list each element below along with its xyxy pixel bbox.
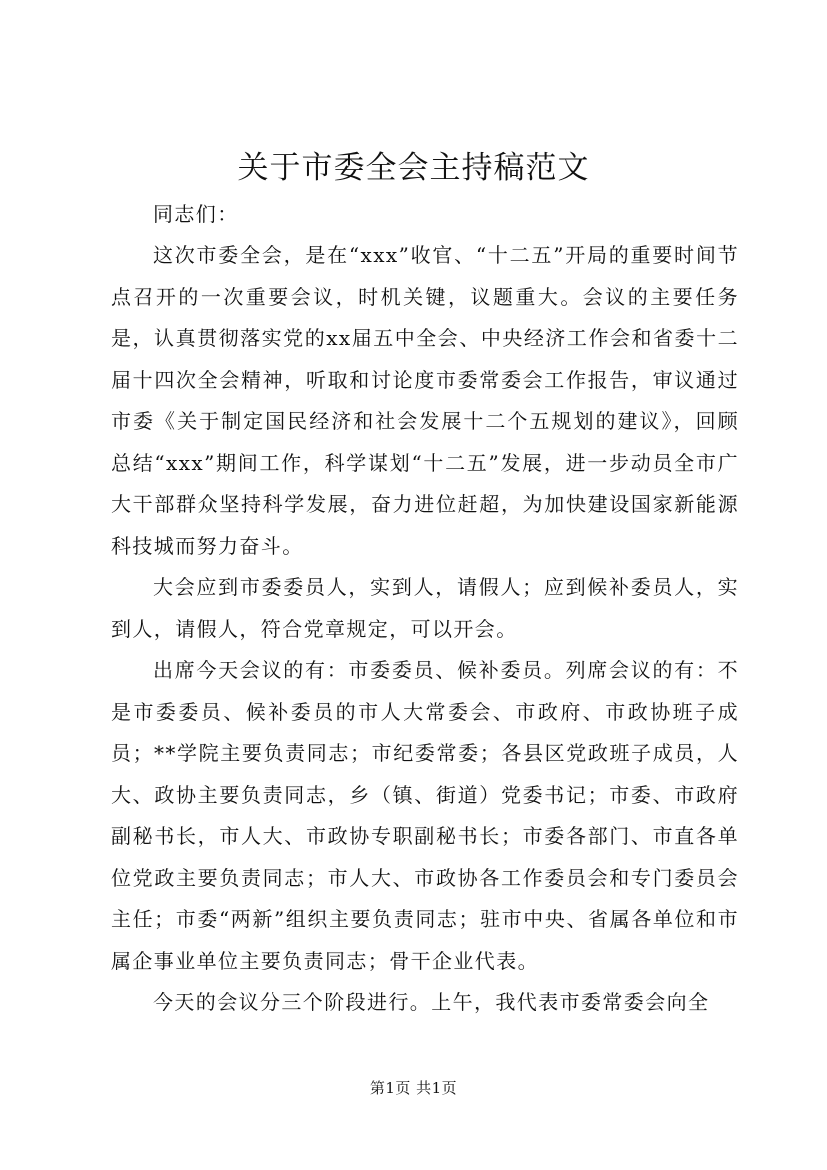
paragraph-attendance: 大会应到市委委员人，实到人，请假人；应到候补委员人，实到人，请假人，符合党章规定，可以开会。 <box>111 575 739 641</box>
greeting: 同志们： <box>153 202 239 226</box>
document-body <box>111 198 739 1024</box>
paragraph-attendees: 出席今天会议的有：市委委员、候补委员。列席会议的有：不是市委委员、候补委员的市人大常委会、市政府、市政协班子成员；**学院主要负责同志；市纪委常委；各县区党政班子成员，人大、政协主要负责同志，乡（镇、街道）党委书记；市委、市政府副秘书长，市人大、市政协专职副秘书长；市委各部门、市直各单位党政主要负责同志；市人大、市政协各工作委员会和专门委员会主任；市委“两新”组织主要负责同志；驻市中央、省属各单位和市属企事业单位主要负责同志；骨干企业代表。 <box>111 658 739 973</box>
paragraph-agenda: 今天的会议分三个阶段进行。上午，我代表市委常委会向全 <box>153 990 710 1014</box>
page-footer: 第1页 共1页 <box>369 1079 458 1097</box>
document-title: 关于市委全会主持稿范文 <box>237 150 590 186</box>
paragraph-intro: 这次市委全会，是在“xxx”收官、“十二五”开局的重要时间节点召开的一次重要会议，时机关键，议题重大。会议的主要任务是，认真贯彻落实党的xx届五中全会、中央经济工作会和省委十二届十四次全会精神，听取和讨论度市委常委会工作报告，审议通过市委《关于制定国民经济和社会发展十二个五规划的建议》，回顾总结“xxx”期间工作，科学谋划“十二五”发展，进一步动员全市广大干部群众坚持科学发展，奋力进位赶超，为加快建设国家新能源科技城而努力奋斗。 <box>111 243 739 558</box>
